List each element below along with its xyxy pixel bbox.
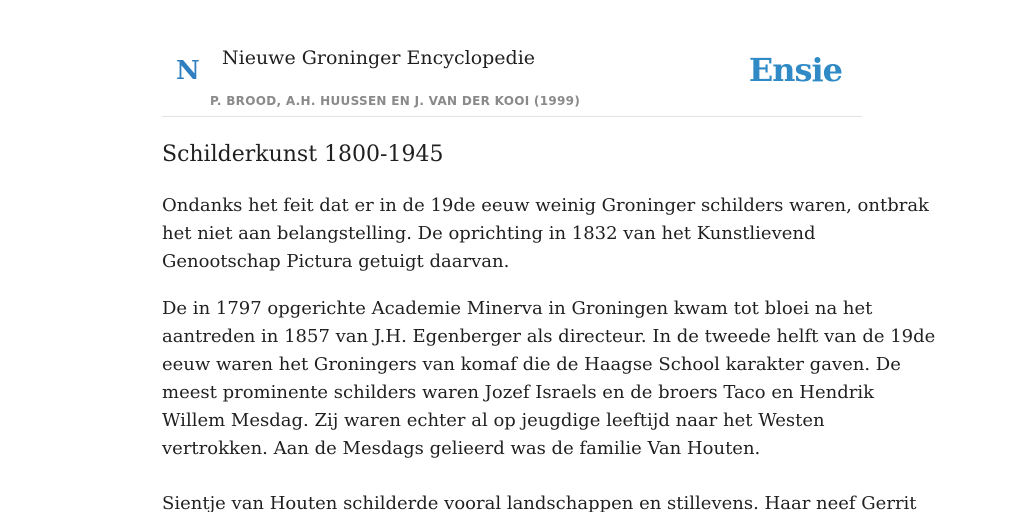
article-content [162,138,936,512]
ensie-logo[interactable]: Ensie [748,51,842,89]
book-authors: P. BROOD, A.H. HUUSSEN EN J. VAN DER KOOI (1999) [210,94,581,108]
paragraph-line: Genootschap Pictura getuigt daarvan. [162,251,510,272]
book-title-link[interactable]: Nieuwe Groninger Encyclopedie [222,47,536,69]
article-paragraph [162,295,936,463]
paragraph-line: vertrokken. Aan de Mesdags gelieerd was de familie Van Houten. [162,438,761,459]
paragraph-line: het niet aan belangstelling. De oprichting in 1832 van het Kunstlievend [162,223,816,244]
paragraph-line: aantreden in 1857 van J.H. Egenberger als directeur. In de tweede helft van de 19de [162,326,936,347]
paragraph-line: Sientje van Houten schilderde vooral landschappen en stillevens. Haar neef Gerrit [162,493,917,512]
page-header [162,0,862,117]
paragraph-line: eeuw waren het Groningers van komaf die de Haagse School karakter gaven. De [162,354,901,375]
book-logo[interactable]: N [176,56,200,86]
paragraph-line: Willem Mesdag. Zij waren echter al op jeugdige leeftijd naar het Westen [162,410,825,431]
paragraph-line: De in 1797 opgerichte Academie Minerva in Groningen kwam tot bloei na het [162,298,873,319]
article-paragraph [162,192,929,276]
paragraph-line: Ondanks het feit dat er in de 19de eeuw weinig Groninger schilders waren, ontbrak [162,195,929,216]
article-paragraph [162,490,917,512]
paragraph-line: meest prominente schilders waren Jozef Israels en de broers Taco en Hendrik [162,382,875,403]
article-title: Schilderkunst 1800-1945 [162,142,444,167]
